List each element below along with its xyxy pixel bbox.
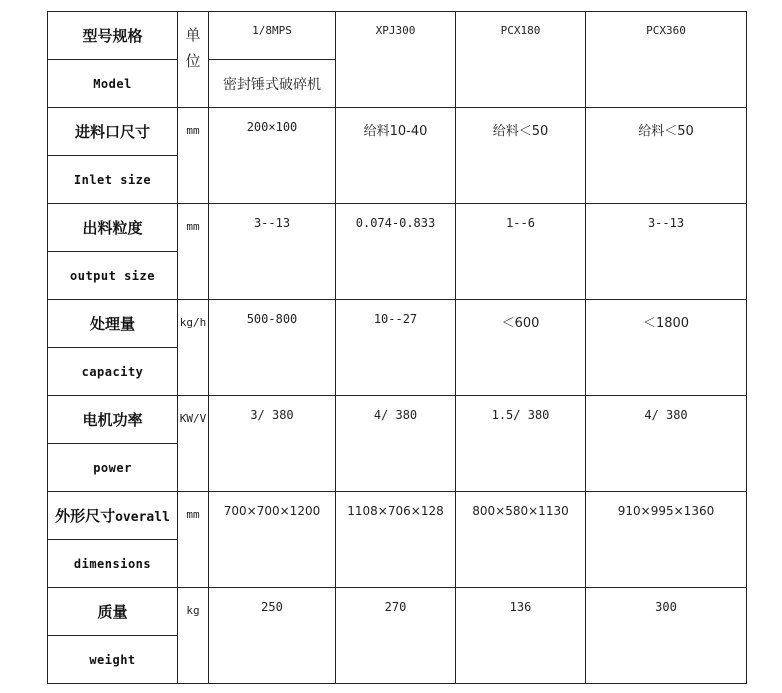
row-unit: mm [178,492,209,588]
table-row [48,300,747,348]
cell-value: 136 [456,588,586,684]
cell-value: 800×580×1130 [456,492,586,588]
row-label-en: Inlet size [48,156,178,204]
cell-value: 10--27 [336,300,456,396]
row-label-en-inline: overall [115,510,170,525]
cell-value: 3/ 380 [209,396,336,492]
cell-value: 270 [336,588,456,684]
model-4: PCX360 [586,12,747,108]
cell-value: 500-800 [209,300,336,396]
row-label-en: capacity [48,348,178,396]
row-label-zh: 进料口尺寸 [48,108,178,156]
cell-value: ＜1800 [586,300,747,396]
row-label-zh: 电机功率 [48,396,178,444]
cell-value: 200×100 [209,108,336,204]
table-row [48,492,747,540]
table-row [48,204,747,252]
cell-value: 250 [209,588,336,684]
cell-value: 给料＜50 [456,108,586,204]
table-row [48,588,747,636]
table-row [48,396,747,444]
row-unit: mm [178,204,209,300]
model-1-desc: 密封锤式破碎机 [209,60,336,108]
model-2: XPJ300 [336,12,456,108]
model-label-en: Model [48,60,178,108]
row-label-zh: 处理量 [48,300,178,348]
unit-header [178,12,209,108]
row-unit: kg [178,588,209,684]
spec-table [47,11,747,684]
cell-value: 300 [586,588,747,684]
row-unit: kg/h [178,300,209,396]
cell-value: 3--13 [209,204,336,300]
cell-value: 4/ 380 [586,396,747,492]
row-label-zh: 出料粒度 [48,204,178,252]
cell-value: 3--13 [586,204,747,300]
table-row [48,108,747,156]
row-label-zh: 外形尺寸 [55,507,116,525]
row-label-en: weight [48,636,178,684]
row-label-en: dimensions [48,540,178,588]
header-row [48,12,747,60]
row-label-mixed [48,492,178,540]
row-label-zh: 质量 [48,588,178,636]
cell-value: 4/ 380 [336,396,456,492]
model-1: 1/8MPS [209,12,336,60]
cell-value: 1.5/ 380 [456,396,586,492]
unit-header-text: 单位 [185,26,201,70]
row-unit: mm [178,108,209,204]
row-label-en: power [48,444,178,492]
row-label-en: output size [48,252,178,300]
model-3: PCX180 [456,12,586,108]
cell-value: 给料＜50 [586,108,747,204]
cell-value: 1--6 [456,204,586,300]
cell-value: 700×700×1200 [209,492,336,588]
cell-value: ＜600 [456,300,586,396]
cell-value: 910×995×1360 [586,492,747,588]
cell-value: 1108×706×128 [336,492,456,588]
cell-value: 给料10-40 [336,108,456,204]
model-label-zh: 型号规格 [48,12,178,60]
row-unit: KW/V [178,396,209,492]
cell-value: 0.074-0.833 [336,204,456,300]
